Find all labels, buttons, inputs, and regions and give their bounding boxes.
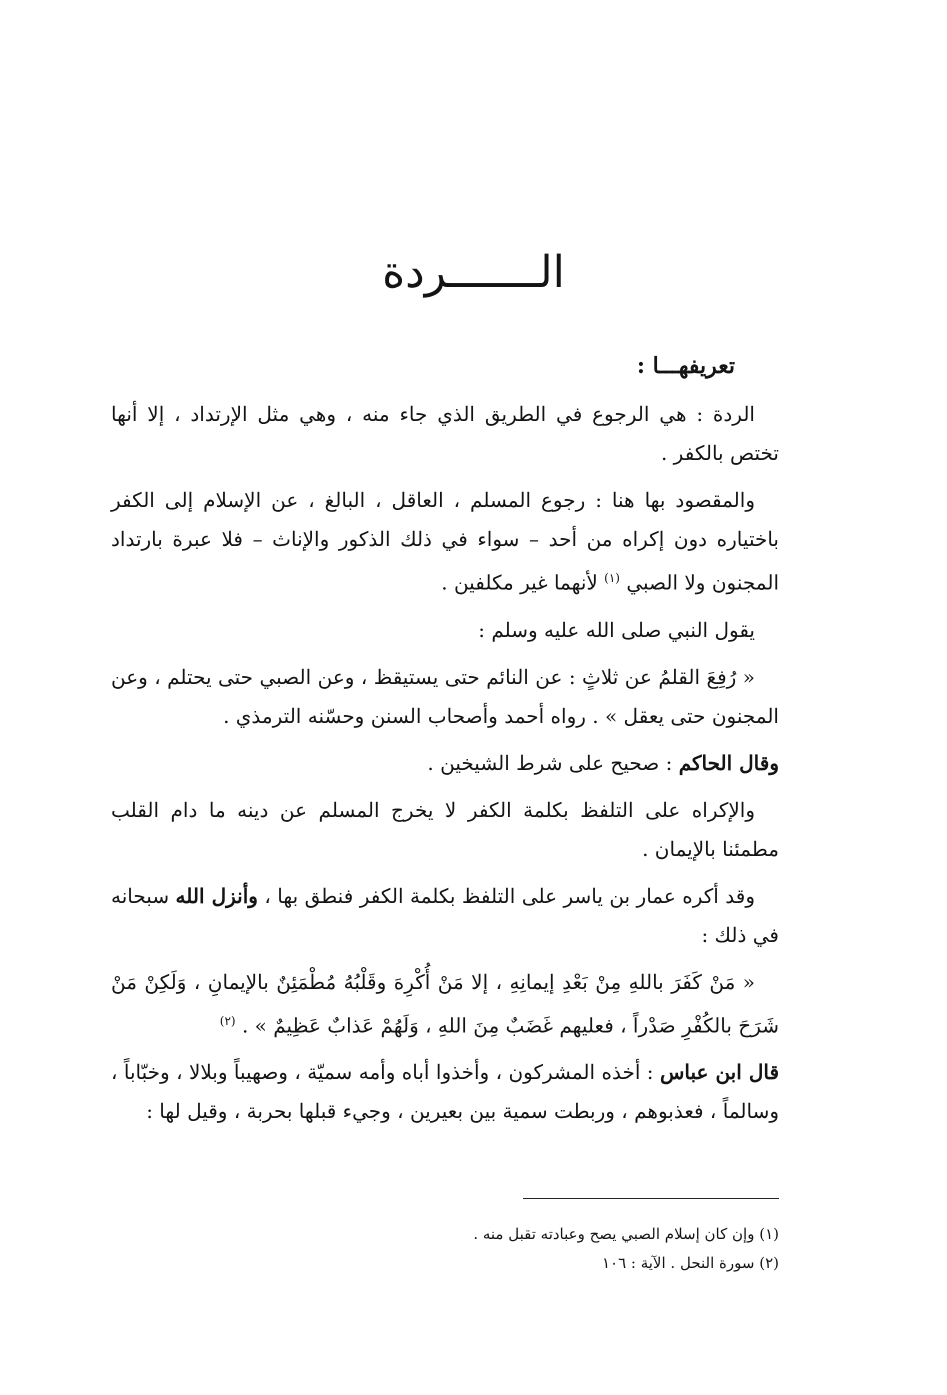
paragraph-text: الردة : هي الرجوع في الطريق الذي جاء منه ، وهي مثل الإرتداد ، إلا أنها تختص بالكفر .: [111, 402, 779, 465]
footnote-reference: (١): [604, 571, 620, 585]
paragraph-ibn-abbas: [111, 1053, 779, 1131]
paragraph-ammar: [111, 877, 779, 955]
footnote-divider: [523, 1198, 779, 1199]
paragraph-meaning: [111, 481, 779, 603]
paragraph-coercion: [111, 791, 779, 869]
footnote-item: (١) وإن كان إسلام الصبي يصح وعبادته تقبل منه .: [473, 1225, 779, 1243]
paragraph-text: : صحيح على شرط الشيخين .: [427, 750, 679, 775]
footnote-item: (٢) سورة النحل . الآية : ١٠٦: [601, 1254, 779, 1272]
paragraph-text: « مَنْ كَفَرَ باللهِ مِنْ بَعْدِ إيمانِهِ ، إلا مَنْ أُكْرِهَ وقَلْبُهُ مُطْمَئِنٌ بالإيمانِ ، وَلَكِنْ مَنْ شَرَحَ بالكُفْرِ صَدْراً ، فعليهم غَضَبٌ مِنَ اللهِ ، وَلَهُمْ عَذابٌ عَظِيمٌ » .: [111, 969, 779, 1038]
paragraph-lead: وقال الحاكم: [678, 750, 779, 775]
paragraph-definition: [111, 395, 779, 473]
section-heading: تعريفهـــا :: [636, 353, 735, 379]
paragraph-text: « رُفِعَ القلمُ عن ثلاثٍ : عن النائم حتى يستيقظ ، وعن الصبي حتى يحتلم ، وعن المجنون حتى يعقل » . رواه أحمد وأصحاب السنن وحسّنه الترمذي .: [111, 664, 779, 728]
paragraph-text: والإكراه على التلفظ بكلمة الكفر لا يخرج المسلم عن دينه ما دام القلب مطمئنا بالإيمان .: [111, 797, 779, 861]
paragraph-hadith: [111, 658, 779, 736]
footnote-reference: (٢): [219, 1013, 236, 1028]
paragraph-verse: [111, 963, 779, 1046]
paragraph-text: : أخذه المشركون ، وأخذوا أباه وأمه سميّة ، وصهيباً وبلالا ، وخبّاباً ، وسالماً ، فعذبوهم ، وربطت سمية بين بعيرين ، وجيء قبلها بحربة ، وقيل لها :: [111, 1060, 779, 1124]
chapter-title: الـــــــردة: [382, 247, 565, 298]
body-text: [111, 395, 779, 1139]
paragraph-lead: وأنزل الله: [175, 883, 258, 908]
paragraph-text: وقد أكره عمار بن ياسر على التلفظ بكلمة الكفر فنطق بها ،: [257, 883, 755, 908]
paragraph-hakim: [111, 744, 779, 783]
footnotes: [111, 1220, 779, 1278]
paragraph-text: والمقصود بها هنا : رجوع المسلم ، العاقل ، البالغ ، عن الإسلام إلى الكفر باختياره دون إكراه من أحد – سواء في ذلك الذكور والإناث – فلا عبرة بارتداد المجنون ولا الصبي: [111, 488, 779, 595]
paragraph-text-tail: لأنهما غير مكلفين .: [441, 570, 598, 595]
paragraph-hadith-intro: [111, 611, 779, 650]
paragraph-lead: قال ابن عباس: [659, 1060, 780, 1085]
paragraph-text: يقول النبي صلى الله عليه وسلم :: [478, 617, 755, 642]
paragraph-text-tail: سبحانه في ذلك :: [111, 883, 779, 947]
